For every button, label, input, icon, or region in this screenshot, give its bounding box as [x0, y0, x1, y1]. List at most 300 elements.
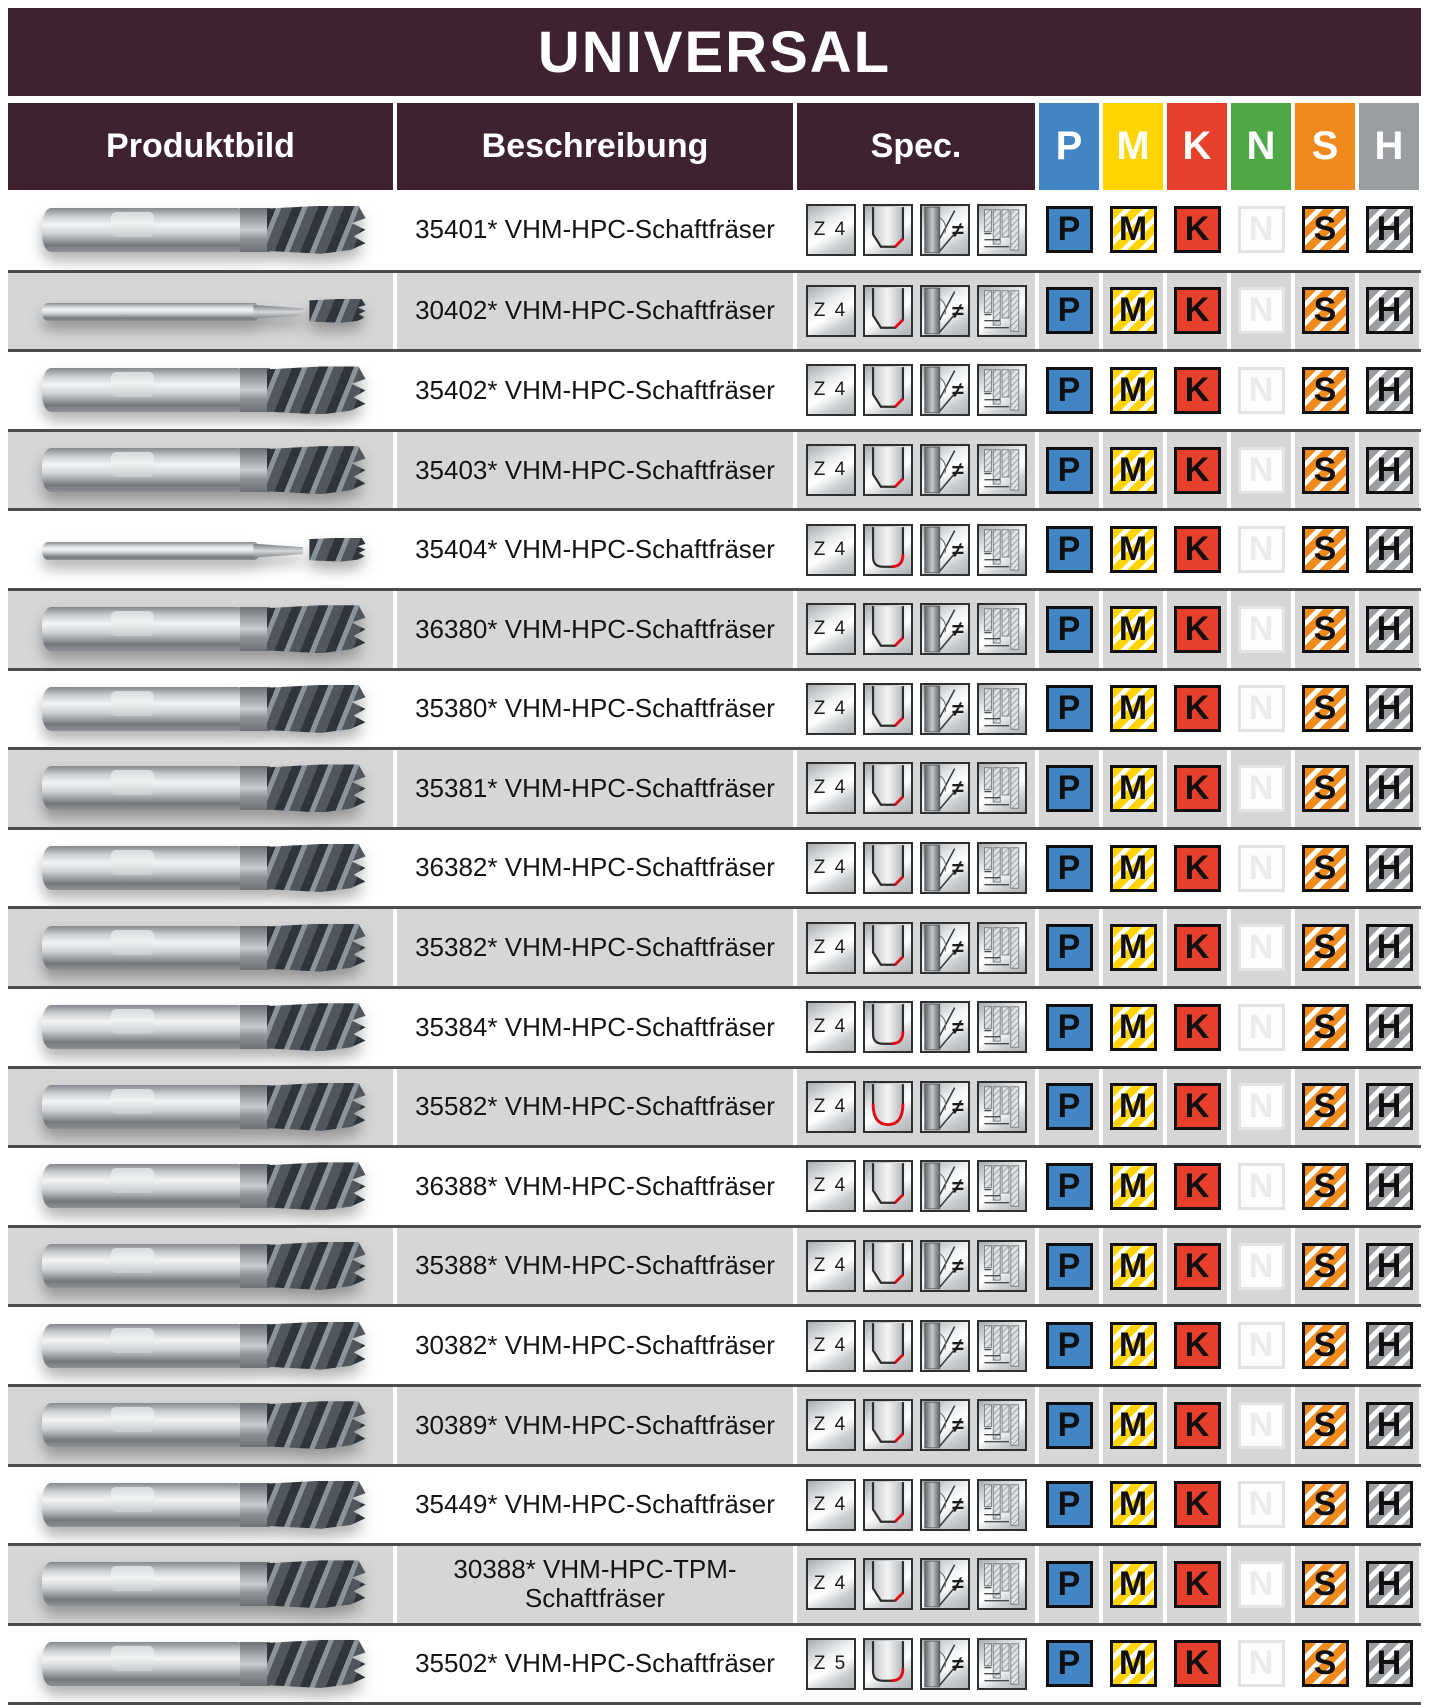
material-badge-H: H [1366, 1322, 1413, 1369]
badge-cell-K [1167, 989, 1227, 1066]
corner-profile-icon [863, 1001, 913, 1053]
description-cell [397, 1069, 793, 1146]
flute-count-icon [806, 1240, 856, 1292]
badge-cell-P [1039, 352, 1099, 429]
flute-count-icon [806, 1558, 856, 1610]
material-badge-H: H [1366, 1640, 1413, 1687]
product-description: 35449* VHM-HPC-Schaftfräser [415, 1489, 775, 1520]
material-badge-P: P [1046, 1322, 1093, 1369]
badge-cell-N [1231, 1148, 1291, 1225]
flute-count-label: Z 4 [813, 1493, 848, 1515]
material-badge-K: K [1174, 1083, 1221, 1130]
badge-cell-S [1295, 671, 1355, 748]
tool-clamping-flat [111, 1089, 154, 1114]
end-mill-photo [36, 678, 366, 740]
end-mill-photo [36, 439, 366, 501]
flute-count-label: Z 4 [813, 459, 848, 481]
badge-cell-H [1359, 989, 1419, 1066]
material-badge-M: M [1110, 606, 1157, 653]
description-cell [397, 1626, 793, 1703]
unequal-helix-icon [920, 524, 970, 576]
badge-cell-H [1359, 1626, 1419, 1703]
tool-neck [240, 687, 270, 731]
badge-cell-S [1295, 352, 1355, 429]
material-badge-N: N [1238, 526, 1285, 573]
unequal-helix-icon [920, 603, 970, 655]
material-badge-S: S [1302, 1243, 1349, 1290]
badge-cell-S [1295, 1069, 1355, 1146]
badge-cell-M [1103, 190, 1163, 270]
product-image-cell [8, 1228, 393, 1305]
badge-cell-N [1231, 190, 1291, 270]
badge-cell-S [1295, 830, 1355, 907]
end-mill-photo [36, 1633, 366, 1695]
table-row [8, 906, 1421, 986]
end-mill-photo [36, 1394, 366, 1456]
tool-clamping-flat [111, 1248, 154, 1273]
description-cell [397, 1228, 793, 1305]
badge-cell-N [1231, 1228, 1291, 1305]
spec-cell [797, 830, 1035, 907]
material-badge-P: P [1046, 1481, 1093, 1528]
badge-cell-M [1103, 830, 1163, 907]
tool-flutes [267, 1322, 366, 1370]
product-image-cell [8, 432, 393, 509]
badge-cell-P [1039, 750, 1099, 827]
tool-neck [240, 926, 270, 970]
product-image-cell [8, 190, 393, 270]
badge-cell-N [1231, 273, 1291, 350]
badge-cell-H [1359, 591, 1419, 668]
spec-cell [797, 1228, 1035, 1305]
product-image-cell [8, 909, 393, 986]
spec-cell [797, 432, 1035, 509]
unequal-symbol: ≠ [951, 1493, 964, 1517]
product-description: 35401* VHM-HPC-Schaftfräser [415, 214, 775, 245]
material-badge-H: H [1366, 924, 1413, 971]
shank-icon [977, 1479, 1027, 1531]
tool-clamping-flat [111, 770, 154, 795]
material-badge-S: S [1302, 1561, 1349, 1608]
tool-flutes [267, 206, 366, 254]
end-mill-photo [36, 359, 366, 421]
material-badge-S: S [1302, 606, 1349, 653]
tool-clamping-flat [111, 930, 154, 955]
spec-cell [797, 1069, 1035, 1146]
material-badge-H: H [1366, 1163, 1413, 1210]
badge-cell-P [1039, 591, 1099, 668]
shank-icon [977, 1638, 1027, 1690]
badge-cell-P [1039, 1069, 1099, 1146]
badge-cell-S [1295, 1307, 1355, 1384]
flute-count-icon [806, 204, 856, 256]
unequal-helix-icon [920, 1558, 970, 1610]
product-image-cell [8, 750, 393, 827]
shank-icon [977, 364, 1027, 416]
tool-flutes [267, 844, 366, 892]
material-badge-N: N [1238, 1322, 1285, 1369]
product-description: 30388* VHM-HPC-TPM-Schaftfräser [453, 1554, 737, 1614]
badge-cell-K [1167, 511, 1227, 588]
flute-count-label: Z 4 [813, 777, 848, 799]
product-image-cell [8, 1546, 393, 1623]
material-badge-S: S [1302, 1163, 1349, 1210]
badge-cell-K [1167, 352, 1227, 429]
flute-count-label: Z 4 [813, 1255, 848, 1277]
corner-profile-icon [863, 364, 913, 416]
badge-cell-M [1103, 909, 1163, 986]
material-badge-S: S [1302, 1481, 1349, 1528]
product-image-cell [8, 591, 393, 668]
flute-count-label: Z 4 [813, 1573, 848, 1595]
tool-clamping-flat [111, 611, 154, 636]
material-badge-P: P [1046, 1402, 1093, 1449]
badge-cell-M [1103, 273, 1163, 350]
product-image-cell [8, 1307, 393, 1384]
end-mill-photo [36, 757, 366, 819]
unequal-helix-icon [920, 204, 970, 256]
badge-cell-H [1359, 1148, 1419, 1225]
end-mill-photo [36, 996, 366, 1058]
material-badge-P: P [1046, 526, 1093, 573]
badge-cell-K [1167, 432, 1227, 509]
material-badge-H: H [1366, 447, 1413, 494]
material-badge-K: K [1174, 367, 1221, 414]
material-badge-P: P [1046, 924, 1093, 971]
table-row [8, 1145, 1421, 1225]
corner-profile-icon [863, 204, 913, 256]
corner-profile-icon [863, 285, 913, 337]
material-badge-H: H [1366, 1402, 1413, 1449]
spec-cell [797, 1148, 1035, 1225]
table-row [8, 588, 1421, 668]
tool-flutes [267, 605, 366, 653]
badge-cell-K [1167, 190, 1227, 270]
tool-clamping-flat [111, 850, 154, 875]
material-badge-K: K [1174, 206, 1221, 253]
material-badge-N: N [1238, 1640, 1285, 1687]
badge-cell-M [1103, 671, 1163, 748]
unequal-symbol: ≠ [951, 538, 964, 562]
material-badge-K: K [1174, 765, 1221, 812]
badge-cell-S [1295, 1546, 1355, 1623]
material-badge-K: K [1174, 1243, 1221, 1290]
flute-count-icon [806, 842, 856, 894]
unequal-symbol: ≠ [951, 777, 964, 801]
tool-flutes [267, 1481, 366, 1529]
unequal-symbol: ≠ [951, 218, 964, 242]
badge-cell-H [1359, 1387, 1419, 1464]
corner-profile-icon [863, 842, 913, 894]
corner-profile-icon [863, 762, 913, 814]
material-badge-P: P [1046, 1561, 1093, 1608]
material-badge-S: S [1302, 765, 1349, 812]
flute-count-label: Z 4 [813, 697, 848, 719]
unequal-helix-icon [920, 1399, 970, 1451]
product-description: 36382* VHM-HPC-Schaftfräser [415, 852, 775, 883]
table-row [8, 270, 1421, 350]
product-image-cell [8, 1467, 393, 1544]
tool-clamping-flat [111, 1407, 154, 1432]
shank-icon [977, 1160, 1027, 1212]
table-row [8, 1543, 1421, 1623]
material-badge-N: N [1238, 606, 1285, 653]
unequal-helix-icon [920, 1160, 970, 1212]
end-mill-photo [36, 280, 366, 342]
spec-cell [797, 750, 1035, 827]
material-badge-S: S [1302, 287, 1349, 334]
flute-count-icon [806, 683, 856, 735]
badge-cell-K [1167, 1148, 1227, 1225]
shank-icon [977, 1399, 1027, 1451]
spec-cell [797, 1467, 1035, 1544]
unequal-symbol: ≠ [951, 936, 964, 960]
badge-cell-S [1295, 591, 1355, 668]
material-badge-K: K [1174, 1163, 1221, 1210]
table-row [8, 429, 1421, 509]
badge-cell-M [1103, 1148, 1163, 1225]
badge-cell-S [1295, 909, 1355, 986]
badge-cell-S [1295, 511, 1355, 588]
unequal-symbol: ≠ [951, 1334, 964, 1358]
table-row [8, 747, 1421, 827]
shank-icon [977, 1320, 1027, 1372]
badge-cell-H [1359, 352, 1419, 429]
material-badge-P: P [1046, 287, 1093, 334]
product-description: 35402* VHM-HPC-Schaftfräser [415, 374, 775, 405]
description-cell [397, 511, 793, 588]
tool-shank [42, 542, 260, 560]
material-badge-N: N [1238, 1561, 1285, 1608]
tool-neck [240, 1085, 270, 1129]
material-badge-S: S [1302, 526, 1349, 573]
material-badge-K: K [1174, 1481, 1221, 1528]
spec-cell [797, 909, 1035, 986]
badge-cell-P [1039, 1148, 1099, 1225]
flute-count-icon [806, 1160, 856, 1212]
material-badge-S: S [1302, 845, 1349, 892]
badge-cell-M [1103, 750, 1163, 827]
badge-cell-N [1231, 511, 1291, 588]
material-badge-S: S [1302, 206, 1349, 253]
flute-count-label: Z 4 [813, 857, 848, 879]
tool-neck [240, 368, 270, 412]
material-badge-N: N [1238, 367, 1285, 414]
material-badge-S: S [1302, 367, 1349, 414]
shank-icon [977, 762, 1027, 814]
badge-cell-H [1359, 1546, 1419, 1623]
table-row [8, 1623, 1421, 1703]
tool-flutes [309, 538, 365, 562]
description-cell [397, 352, 793, 429]
product-description: 36380* VHM-HPC-Schaftfräser [415, 613, 775, 644]
spec-cell [797, 1387, 1035, 1464]
tool-clamping-flat [111, 1566, 154, 1591]
badge-cell-N [1231, 1546, 1291, 1623]
material-badge-M: M [1110, 367, 1157, 414]
unequal-symbol: ≠ [951, 459, 964, 483]
corner-profile-icon [863, 1479, 913, 1531]
material-badge-P: P [1046, 765, 1093, 812]
material-badge-H: H [1366, 1083, 1413, 1130]
tool-neck [240, 1164, 270, 1208]
badge-cell-M [1103, 1069, 1163, 1146]
unequal-helix-icon [920, 285, 970, 337]
material-badge-N: N [1238, 287, 1285, 334]
unequal-helix-icon [920, 1320, 970, 1372]
badge-cell-S [1295, 1148, 1355, 1225]
unequal-helix-icon [920, 683, 970, 735]
spec-cell [797, 671, 1035, 748]
tool-taper [253, 544, 303, 558]
material-badge-P: P [1046, 206, 1093, 253]
badge-cell-S [1295, 1228, 1355, 1305]
badge-cell-P [1039, 671, 1099, 748]
column-header-H: H [1359, 103, 1419, 190]
unequal-helix-icon [920, 762, 970, 814]
column-header-beschreibung: Beschreibung [397, 103, 793, 190]
material-badge-S: S [1302, 924, 1349, 971]
badge-cell-N [1231, 352, 1291, 429]
unequal-helix-icon [920, 1240, 970, 1292]
flute-count-label: Z 4 [813, 379, 848, 401]
product-image-cell [8, 989, 393, 1066]
corner-profile-icon [863, 1638, 913, 1690]
badge-cell-P [1039, 1626, 1099, 1703]
product-description: 35380* VHM-HPC-Schaftfräser [415, 693, 775, 724]
material-badge-K: K [1174, 845, 1221, 892]
unequal-helix-icon [920, 444, 970, 496]
unequal-helix-icon [920, 1001, 970, 1053]
badge-cell-P [1039, 1228, 1099, 1305]
tool-flutes [267, 924, 366, 972]
badge-cell-M [1103, 1387, 1163, 1464]
material-badge-S: S [1302, 1004, 1349, 1051]
material-badge-N: N [1238, 765, 1285, 812]
product-description: 30389* VHM-HPC-Schaftfräser [415, 1409, 775, 1440]
column-header-K: K [1167, 103, 1227, 190]
corner-profile-icon [863, 1320, 913, 1372]
material-badge-N: N [1238, 447, 1285, 494]
badge-cell-N [1231, 1626, 1291, 1703]
badge-cell-P [1039, 511, 1099, 588]
material-badge-K: K [1174, 287, 1221, 334]
spec-cell [797, 989, 1035, 1066]
corner-profile-icon [863, 683, 913, 735]
flute-count-icon [806, 1320, 856, 1372]
badge-cell-N [1231, 432, 1291, 509]
unequal-helix-icon [920, 842, 970, 894]
end-mill-photo [36, 519, 366, 581]
badge-cell-K [1167, 830, 1227, 907]
description-cell [397, 273, 793, 350]
material-badge-P: P [1046, 1083, 1093, 1130]
spec-cell [797, 352, 1035, 429]
product-image-cell [8, 352, 393, 429]
badge-cell-P [1039, 1546, 1099, 1623]
table-row [8, 668, 1421, 748]
table-row [8, 1304, 1421, 1384]
tool-taper [253, 305, 303, 319]
description-cell [397, 591, 793, 668]
material-badge-H: H [1366, 526, 1413, 573]
spec-cell [797, 273, 1035, 350]
material-badge-N: N [1238, 845, 1285, 892]
tool-clamping-flat [111, 1009, 154, 1034]
flute-count-label: Z 4 [813, 299, 848, 321]
material-badge-S: S [1302, 1322, 1349, 1369]
badge-cell-S [1295, 1467, 1355, 1544]
end-mill-photo [36, 1235, 366, 1297]
shank-icon [977, 1558, 1027, 1610]
end-mill-photo [36, 917, 366, 979]
material-badge-P: P [1046, 447, 1093, 494]
material-badge-M: M [1110, 924, 1157, 971]
description-cell [397, 1307, 793, 1384]
flute-count-icon [806, 444, 856, 496]
badge-cell-M [1103, 511, 1163, 588]
badge-cell-H [1359, 671, 1419, 748]
flute-count-icon [806, 285, 856, 337]
table-row [8, 508, 1421, 588]
table-row [8, 1464, 1421, 1544]
table-row [8, 827, 1421, 907]
material-badge-S: S [1302, 1640, 1349, 1687]
tool-clamping-flat [111, 1328, 154, 1353]
product-description: 35502* VHM-HPC-Schaftfräser [415, 1648, 775, 1679]
badge-cell-K [1167, 1228, 1227, 1305]
material-badge-P: P [1046, 1004, 1093, 1051]
table-row [8, 986, 1421, 1066]
badge-cell-P [1039, 909, 1099, 986]
badge-cell-P [1039, 1387, 1099, 1464]
material-badge-H: H [1366, 367, 1413, 414]
flute-count-label: Z 4 [813, 1414, 848, 1436]
material-badge-P: P [1046, 606, 1093, 653]
end-mill-photo [36, 598, 366, 660]
flute-count-icon [806, 1081, 856, 1133]
material-badge-H: H [1366, 685, 1413, 732]
title-band [8, 8, 1421, 96]
badge-cell-M [1103, 1228, 1163, 1305]
badge-cell-N [1231, 830, 1291, 907]
material-badge-S: S [1302, 1402, 1349, 1449]
column-header-M: M [1103, 103, 1163, 190]
badge-cell-H [1359, 1069, 1419, 1146]
tool-flutes [309, 299, 365, 323]
material-badge-M: M [1110, 206, 1157, 253]
material-badge-P: P [1046, 1163, 1093, 1210]
product-image-cell [8, 1626, 393, 1703]
description-cell [397, 671, 793, 748]
description-cell [397, 1387, 793, 1464]
material-badge-N: N [1238, 206, 1285, 253]
product-description: 35381* VHM-HPC-Schaftfräser [415, 772, 775, 803]
material-badge-K: K [1174, 1322, 1221, 1369]
end-mill-photo [36, 1553, 366, 1615]
tool-clamping-flat [111, 212, 154, 237]
tool-flutes [267, 685, 366, 733]
badge-cell-S [1295, 750, 1355, 827]
badge-cell-P [1039, 273, 1099, 350]
shank-icon [977, 922, 1027, 974]
end-mill-photo [36, 1474, 366, 1536]
shank-icon [977, 285, 1027, 337]
badge-cell-M [1103, 1626, 1163, 1703]
shank-icon [977, 603, 1027, 655]
corner-profile-icon [863, 1081, 913, 1133]
material-badge-M: M [1110, 526, 1157, 573]
